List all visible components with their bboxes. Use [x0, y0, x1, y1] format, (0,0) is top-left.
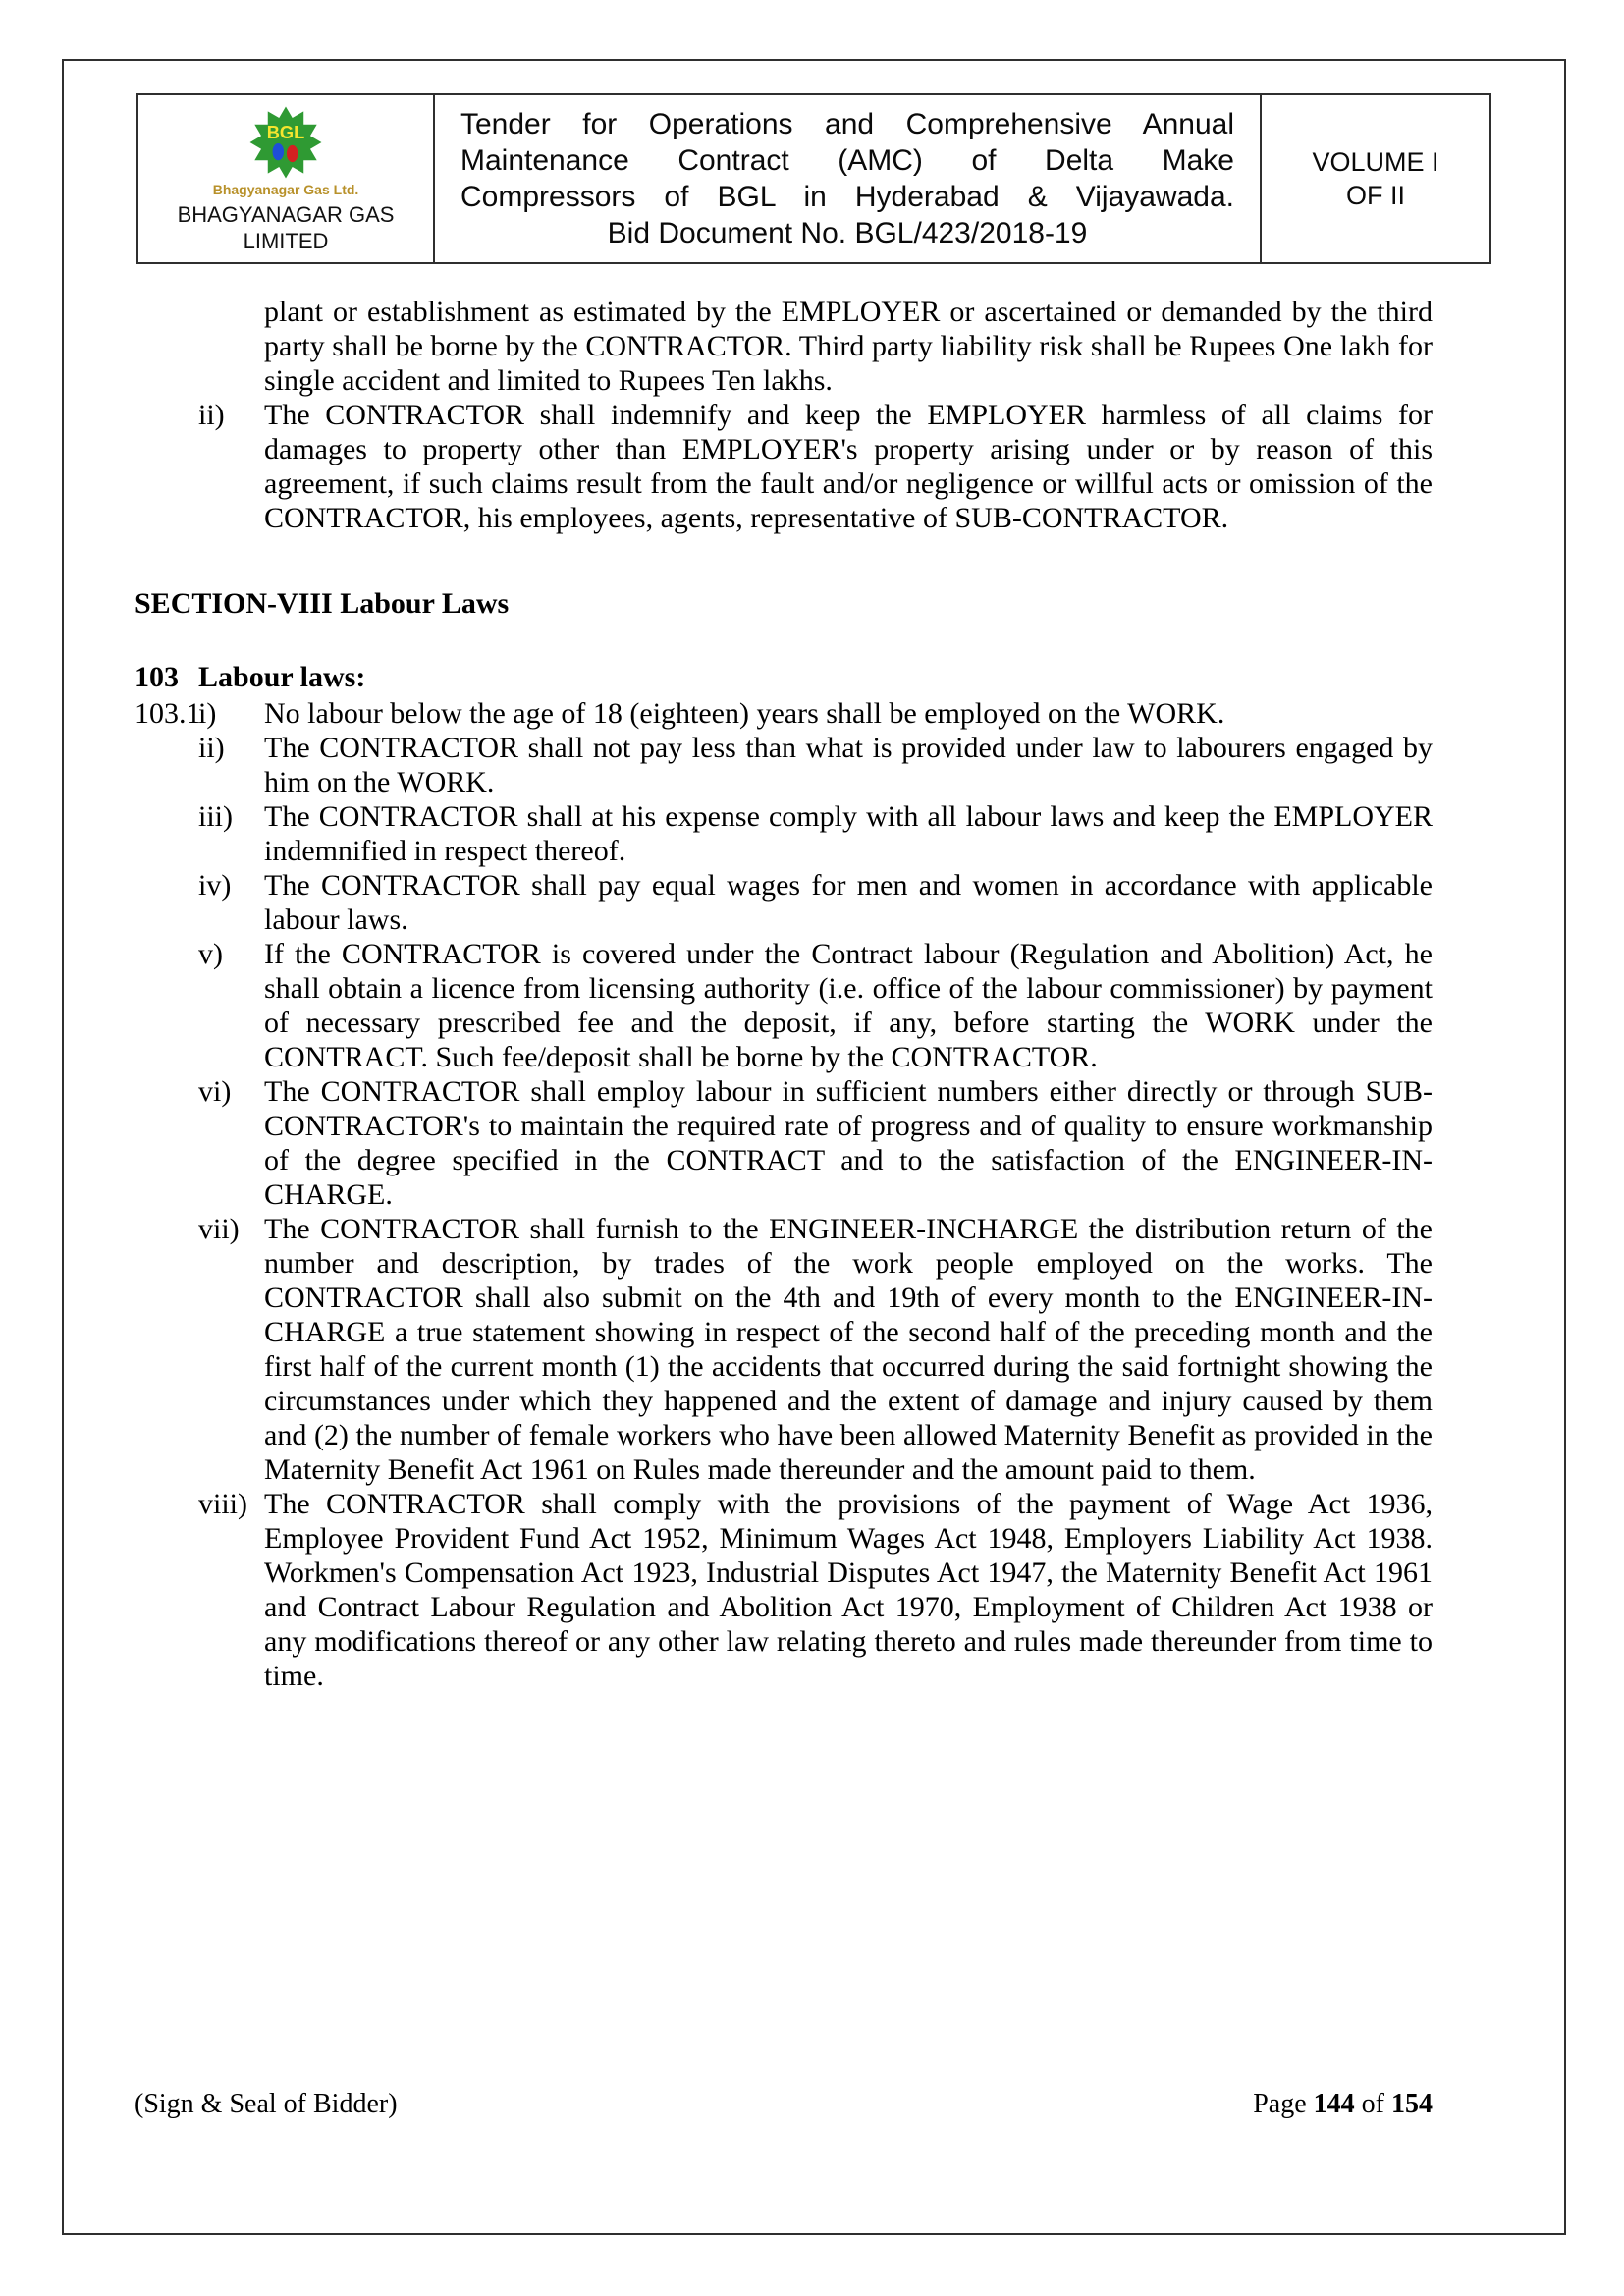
- list-item-text: The CONTRACTOR shall indemnify and keep the EMPLOYER harmless of all claims for damages to property other than EMPLOYER's property arising under or by reason of this agreement, if such claims result from the fault and/or negligence or willful acts or omission of the CONTRACTOR, his employees, agents, representative of SUB-CONTRACTOR.: [264, 399, 1433, 534]
- list-item: [135, 799, 1433, 868]
- subclause-gutter: [135, 799, 198, 868]
- list-item-text: The CONTRACTOR shall at his expense comply with all labour laws and keep the EMPLOYER indemnified in respect thereof.: [264, 800, 1433, 867]
- subclause-gutter: [135, 1487, 198, 1693]
- clause-title: Labour laws:: [198, 661, 366, 693]
- list-item-text: The CONTRACTOR shall comply with the provisions of the payment of Wage Act 1936, Employee Provident Fund Act 1952, Minimum Wages Act 1948, Employers Liability Act 1938. Workmen's Compensation Act 1923, Industrial Disputes Act 1947, the Maternity Benefit Act 1961 and Contract Labour Regulation and Abolition Act 1970, Employment of Children Act 1938 or any modifications thereof or any other law relating thereto and rules made thereunder from time to time.: [264, 1488, 1433, 1692]
- list-item-marker: vi): [198, 1075, 232, 1108]
- tender-title-line-3: Compressors of BGL in Hyderabad & Vijayawada.: [460, 181, 1234, 213]
- tender-title-line-2: Maintenance Contract (AMC) of Delta Make: [460, 144, 1234, 177]
- marker-gutter: [198, 295, 264, 398]
- logo-cell: [138, 95, 435, 262]
- list-item-marker: ii): [198, 399, 225, 431]
- list-item: [135, 731, 1433, 799]
- tender-title-line-1: Tender for Operations and Comprehensive Annual: [460, 108, 1234, 140]
- list-item: [135, 1074, 1433, 1212]
- bgl-logo-icon: [239, 104, 333, 181]
- org-name: BHAGYANAGAR GAS LIMITED: [177, 201, 395, 253]
- subclause-gutter: [135, 295, 198, 398]
- subclause-gutter: [135, 398, 198, 535]
- of-word: of: [1361, 2089, 1384, 2119]
- logo-monogram: BGL: [266, 121, 305, 142]
- logo-caption: Bhagyanagar Gas Ltd.: [212, 181, 359, 197]
- sign-seal-note: (Sign & Seal of Bidder): [135, 2089, 398, 2119]
- list-item-marker: ii): [198, 732, 225, 764]
- continued-paragraph: [135, 295, 1433, 398]
- title-cell: [435, 95, 1262, 262]
- list-item-marker: i): [198, 697, 217, 730]
- bid-document-number: Bid Document No. BGL/423/2018-19: [607, 217, 1088, 249]
- list-item: [135, 868, 1433, 937]
- subclause-number: 103.1: [135, 697, 201, 730]
- list-item-marker: viii): [198, 1488, 247, 1520]
- list-item-text: If the CONTRACTOR is covered under the Contract labour (Regulation and Abolition) Act, he shall obtain a licence from licensing authority (i.e. office of the labour commissioner) by payment of necessary prescribed fee and the deposit, if any, before starting the WORK under the CONTRACT. Such fee/deposit shall be borne by the CONTRACTOR.: [264, 938, 1433, 1073]
- volume-line-2: OF II: [1346, 181, 1405, 210]
- list-item: [135, 1212, 1433, 1487]
- page-current: 144: [1313, 2089, 1355, 2119]
- subclause-gutter: [135, 1212, 198, 1487]
- volume-line-1: VOLUME I: [1312, 147, 1439, 177]
- paragraph-text: plant or establishment as estimated by the EMPLOYER or ascertained or demanded by the third party shall be borne by the CONTRACTOR. Third party liability risk shall be Rupees One lakh for single accident and limited to Rupees Ten lakhs.: [264, 296, 1433, 397]
- subclause-gutter: [135, 937, 198, 1074]
- list-item-marker: vii): [198, 1213, 240, 1245]
- document-body: [135, 295, 1433, 1693]
- page-border: [62, 59, 1566, 2235]
- list-item-text: The CONTRACTOR shall not pay less than what is provided under law to labourers engaged by him on the WORK.: [264, 732, 1433, 798]
- list-item-text: The CONTRACTOR shall employ labour in sufficient numbers either directly or through SUB- CONTRACTOR's to maintain the required rate of progress and of quality to ensure workmanship of the degree specified in the CONTRACT and to the satisfaction of the ENGINEER-IN-CHARGE.: [264, 1075, 1433, 1211]
- list-item: [135, 398, 1433, 535]
- list-item: [135, 937, 1433, 1074]
- page-footer: [135, 2088, 1433, 2121]
- document-header: [136, 93, 1491, 264]
- list-item-text: The CONTRACTOR shall furnish to the ENGINEER-INCHARGE the distribution return of the number and description, by trades of the work people employed on the works. The CONTRACTOR shall also submit on the 4th and 19th of every month to the ENGINEER-IN-CHARGE a true statement showing in respect of the second half of the preceding month and the first half of the current month (1) the accidents that occurred during the said fortnight showing the circumstances under which they happened and the extent of damage and injury caused by them and (2) the number of female workers who have been allowed Maternity Benefit as provided in the Maternity Benefit Act 1961 on Rules made thereunder and the amount paid to them.: [264, 1213, 1433, 1486]
- list-item-text: No labour below the age of 18 (eighteen) years shall be employed on the WORK.: [264, 697, 1225, 730]
- list-item: [135, 1487, 1433, 1693]
- page-number: [1253, 2088, 1433, 2121]
- clause-heading: [135, 660, 1433, 694]
- clause-number: 103: [135, 661, 179, 693]
- list-item: [135, 696, 1433, 731]
- list-item-text: The CONTRACTOR shall pay equal wages for men and women in accordance with applicable labour laws.: [264, 869, 1433, 936]
- section-heading: SECTION-VIII Labour Laws: [135, 587, 510, 620]
- volume-cell: [1262, 95, 1489, 262]
- subclause-gutter: [135, 731, 198, 799]
- page-total: 154: [1391, 2089, 1433, 2119]
- page-word: Page: [1253, 2089, 1307, 2119]
- list-item-marker: v): [198, 938, 223, 970]
- list-item-marker: iii): [198, 800, 233, 833]
- subclause-gutter: [135, 1074, 198, 1212]
- subclause-gutter: [135, 868, 198, 937]
- list-item-marker: iv): [198, 869, 232, 902]
